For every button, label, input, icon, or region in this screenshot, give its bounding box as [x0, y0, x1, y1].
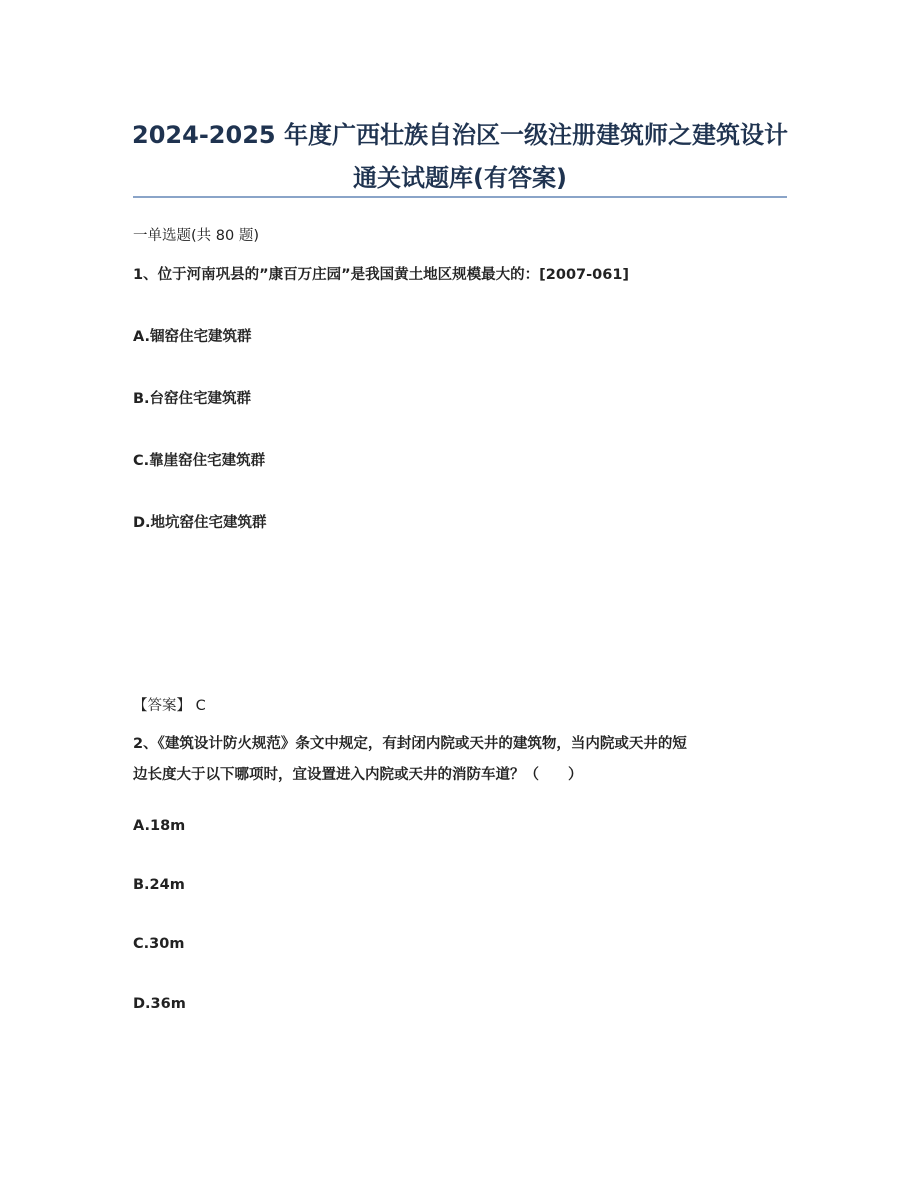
section-heading: 一单选题(共 80 题)	[133, 228, 259, 244]
question-2-option-d: D.36m	[133, 996, 186, 1012]
document-title-line1: 2024-2025 年度广西壮族自治区一级注册建筑师之建筑设计	[132, 121, 788, 149]
question-1-option-d: D.地坑窑住宅建筑群	[133, 515, 267, 531]
question-1-answer: 【答案】 C	[133, 698, 206, 714]
title-divider	[133, 196, 787, 198]
question-2-option-b: B.24m	[133, 877, 185, 893]
question-1-option-a: A.锢窑住宅建筑群	[133, 329, 252, 345]
question-2-stem-line1: 2、《建筑设计防火规范》条文中规定，有封闭内院或天井的建筑物，当内院或天井的短	[133, 736, 687, 752]
question-1-option-b: B.台窑住宅建筑群	[133, 391, 252, 407]
question-1-option-c: C.靠崖窑住宅建筑群	[133, 453, 266, 469]
question-2-option-a: A.18m	[133, 818, 186, 834]
question-1-stem: 1、位于河南巩县的”康百万庄园”是我国黄土地区规模最大的：[2007-061]	[133, 267, 630, 283]
document-title-line2: 通关试题库(有答案)	[353, 164, 567, 192]
question-2-option-c: C.30m	[133, 936, 185, 952]
question-2-stem-line2: 边长度大于以下哪项时，宜设置进入内院或天井的消防车道？（ ）	[133, 767, 583, 783]
